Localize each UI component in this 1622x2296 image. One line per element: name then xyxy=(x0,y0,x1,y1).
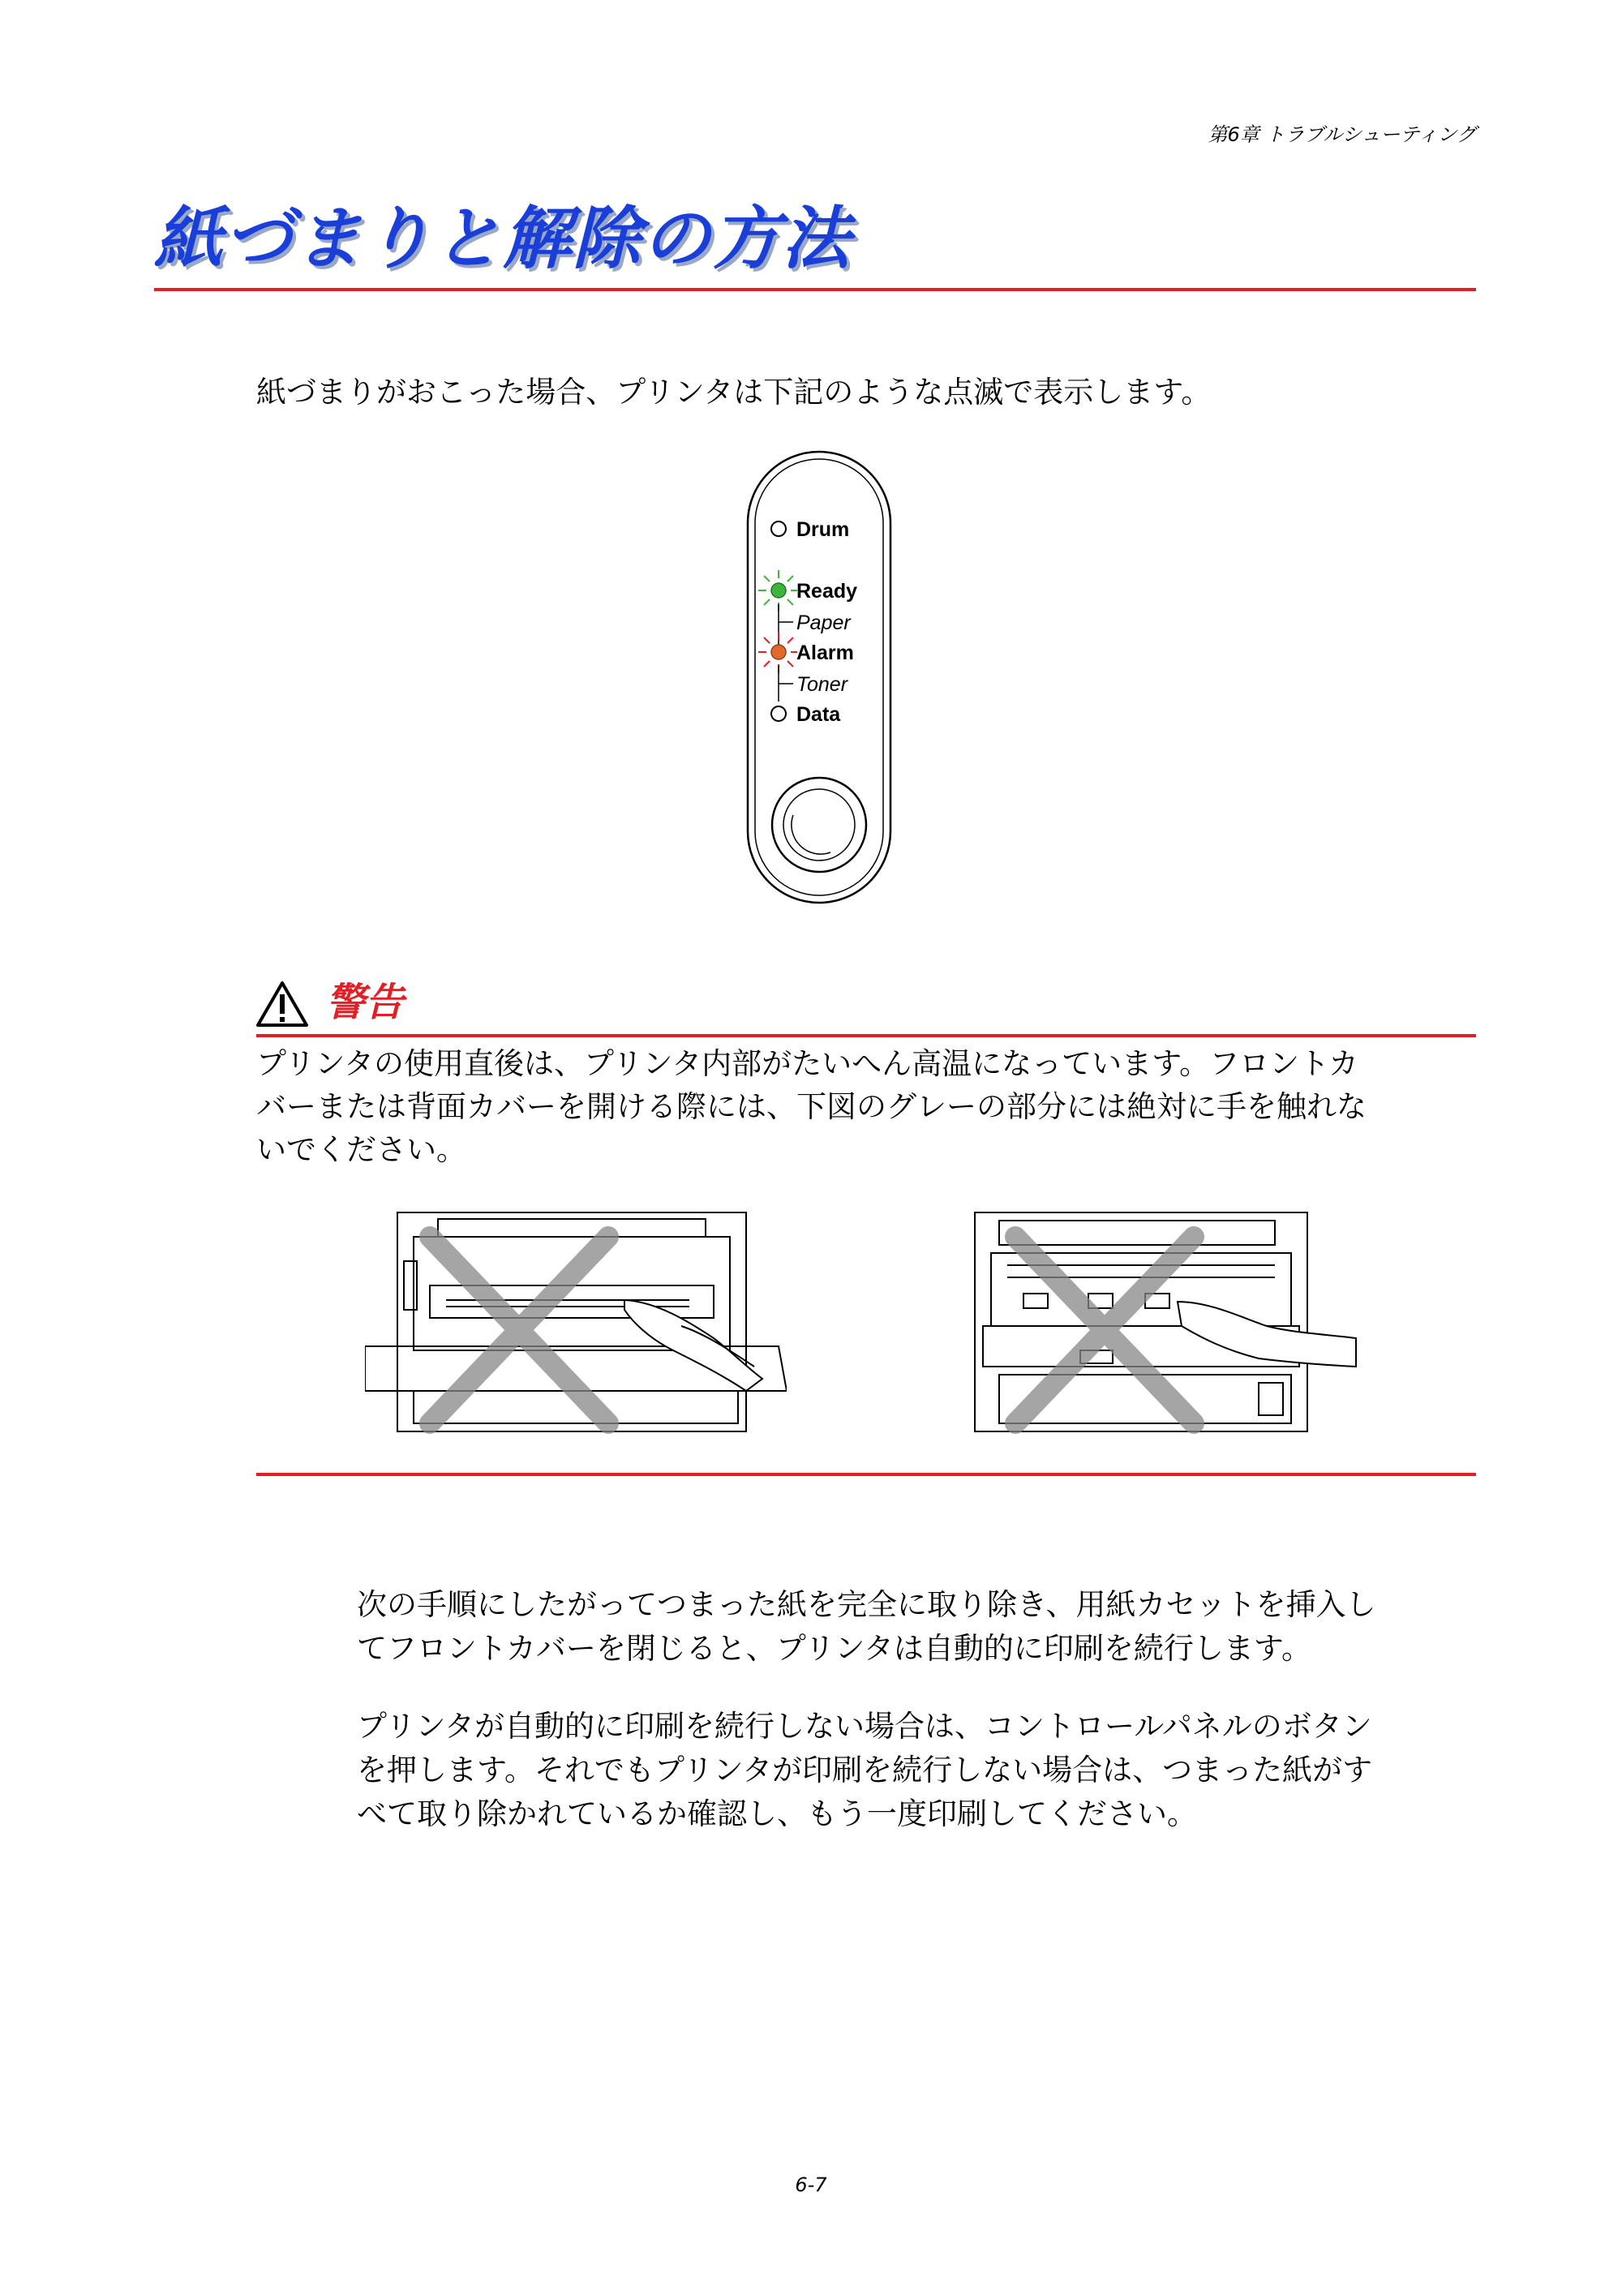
page-title: 紙づまりと解除の方法 xyxy=(154,199,852,278)
lamp-label-paper: Paper xyxy=(796,612,851,634)
warning-top-rule xyxy=(256,1034,1476,1037)
paragraph-line: プリンタが自動的に印刷を続行しない場合は、コントロールパネルのボタン xyxy=(357,1709,1372,1744)
lamp-label-alarm: Alarm xyxy=(796,642,854,664)
lamp-label-ready: Ready xyxy=(796,580,858,603)
control-panel-illustration xyxy=(746,450,892,904)
back-cover-open-illustration xyxy=(967,1204,1372,1440)
paragraph-line: べて取り除かれているか確認し、もう一度印刷してください。 xyxy=(357,1796,1197,1831)
paragraph-line: を押します。それでもプリンタが印刷を続行しない場合は、つまった紙がす xyxy=(357,1753,1373,1787)
warning-text xyxy=(256,1042,1481,1171)
drum-lamp-icon xyxy=(771,521,786,536)
instruction-paragraph xyxy=(357,1705,1484,1836)
warning-line: いでください。 xyxy=(256,1132,466,1167)
panel-button-icon xyxy=(772,778,866,872)
paragraph-line: てフロントカバーを閉じると、プリンタは自動的に印刷を続行します。 xyxy=(357,1631,1311,1666)
warning-triangle-icon xyxy=(256,980,313,1028)
instruction-paragraph xyxy=(357,1583,1484,1671)
front-cover-open-illustration xyxy=(365,1204,787,1440)
warning-bottom-rule xyxy=(256,1473,1476,1476)
page-number: 6-7 xyxy=(795,2174,827,2196)
warning-label: 警告 xyxy=(326,980,405,1025)
ready-lamp-icon xyxy=(771,583,786,598)
warning-line: バーまたは背面カバーを開ける際には、下図のグレーの部分には絶対に手を触れな xyxy=(256,1089,1367,1124)
data-lamp-icon xyxy=(771,706,786,721)
warning-line: プリンタの使用直後は、プリンタ内部がたいへん高温になっています。フロントカ xyxy=(256,1046,1359,1081)
lamp-label-toner: Toner xyxy=(796,673,848,696)
intro-text: 紙づまりがおこった場合、プリンタは下記のような点滅で表示します。 xyxy=(256,375,1212,410)
lamp-label-drum: Drum xyxy=(796,518,850,541)
alarm-lamp-icon xyxy=(771,645,786,659)
title-divider xyxy=(154,288,1476,291)
paragraph-line: 次の手順にしたがってつまった紙を完全に取り除き、用紙カセットを挿入し xyxy=(357,1587,1376,1622)
lamp-label-data: Data xyxy=(796,703,841,726)
chapter-header: 第6章 トラブルシューティング xyxy=(1208,123,1476,146)
